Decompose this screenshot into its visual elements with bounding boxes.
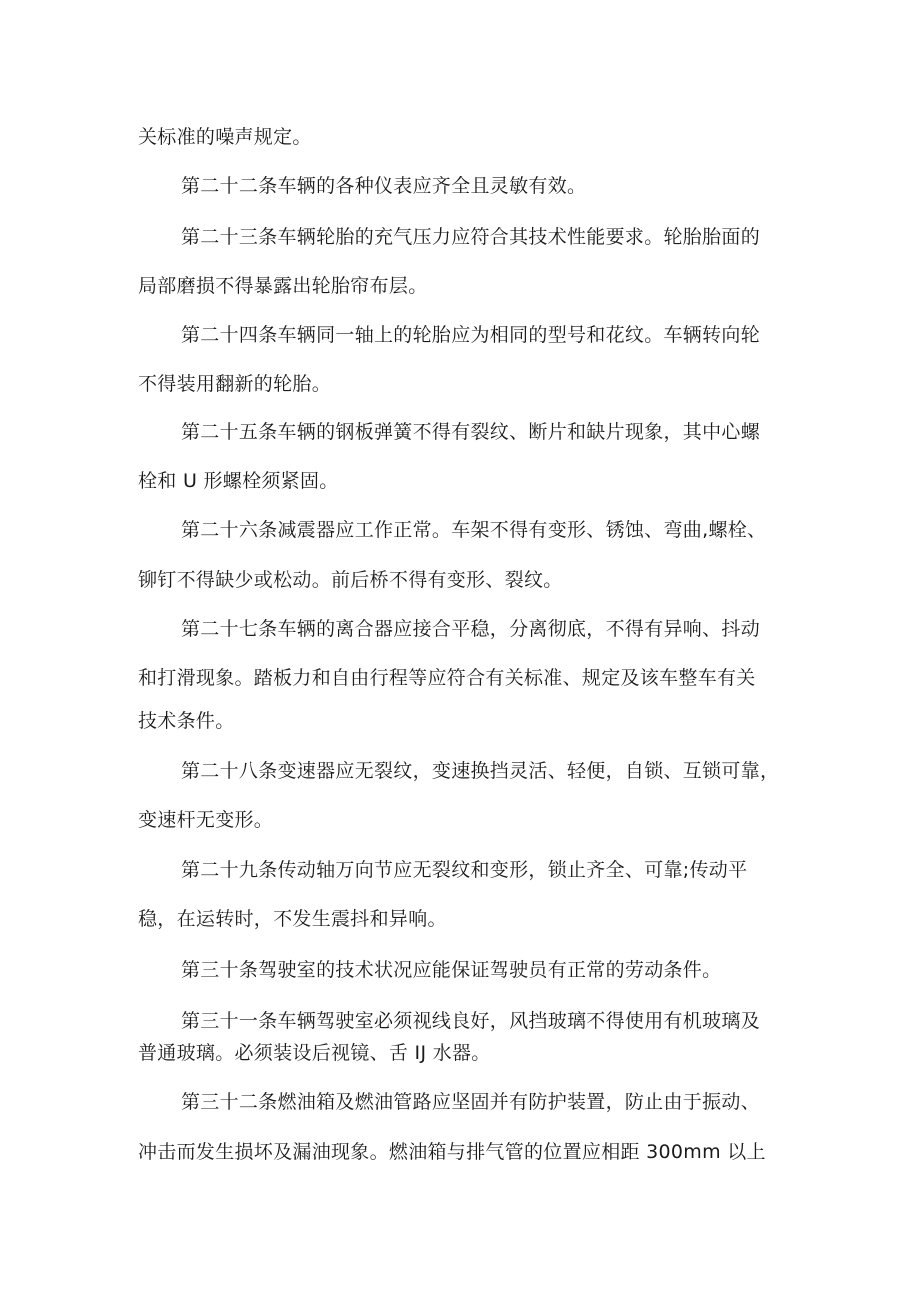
article-24: 第二十四条车辆同一轴上的轮胎应为相同的型号和花纹。车辆转向轮 [181, 324, 761, 346]
article-25: 第二十五条车辆的钢板弹簧不得有裂纹、断片和缺片现象，其中心螺 [181, 421, 761, 443]
article-23: 第二十三条车辆轮胎的充气压力应符合其技术性能要求。轮胎胎面的 [181, 226, 761, 248]
text-line: 不得装用翻新的轮胎。 [138, 373, 332, 395]
article-30: 第三十条驾驶室的技术状况应能保证驾驶员有正常的劳动条件。 [181, 959, 722, 981]
text-line: 铆钉不得缺少或松动。前后桥不得有变形、裂纹。 [138, 569, 563, 591]
text-line: 冲击而发生损坏及漏油现象。燃油箱与排气管的位置应相距 300mm 以上 [138, 1141, 766, 1163]
text-line: 技术条件。 [138, 710, 235, 732]
text-line: 普通玻璃。必须装设后视镜、舌 IJ 水器。 [138, 1042, 491, 1064]
article-27: 第二十七条车辆的离合器应接合平稳，分离彻底，不得有异响、抖动 [181, 618, 761, 640]
article-26: 第二十六条减震器应工作正常。车架不得有变形、锈蚀、弯曲,螺栓、 [181, 519, 767, 541]
article-22: 第二十二条车辆的各种仪表应齐全且灵敏有效。 [181, 175, 587, 197]
text-line: 栓和 U 形螺栓须紧固。 [138, 470, 339, 492]
text-line: 稳，在运转时，不发生震抖和异响。 [138, 908, 447, 930]
article-29: 第二十九条传动轴万向节应无裂纹和变形，锁止齐全、可靠;传动平 [181, 859, 748, 881]
text-line: 和打滑现象。踏板力和自由行程等应符合有关标准、规定及该车整车有关 [138, 667, 756, 689]
article-32: 第三十二条燃油箱及燃油管路应坚固并有防护装置，防止由于振动、 [181, 1091, 761, 1113]
article-31: 第三十一条车辆驾驶室必须视线良好，风挡玻璃不得使用有机玻璃及 [181, 1010, 761, 1032]
text-line: 变速杆无变形。 [138, 809, 274, 831]
text-line: 关标准的噪声规定。 [138, 126, 312, 148]
article-28: 第二十八条变速器应无裂纹，变速换挡灵活、轻便，自锁、互锁可靠， [181, 760, 780, 782]
text-line: 局部磨损不得暴露出轮胎帘布层。 [138, 275, 428, 297]
